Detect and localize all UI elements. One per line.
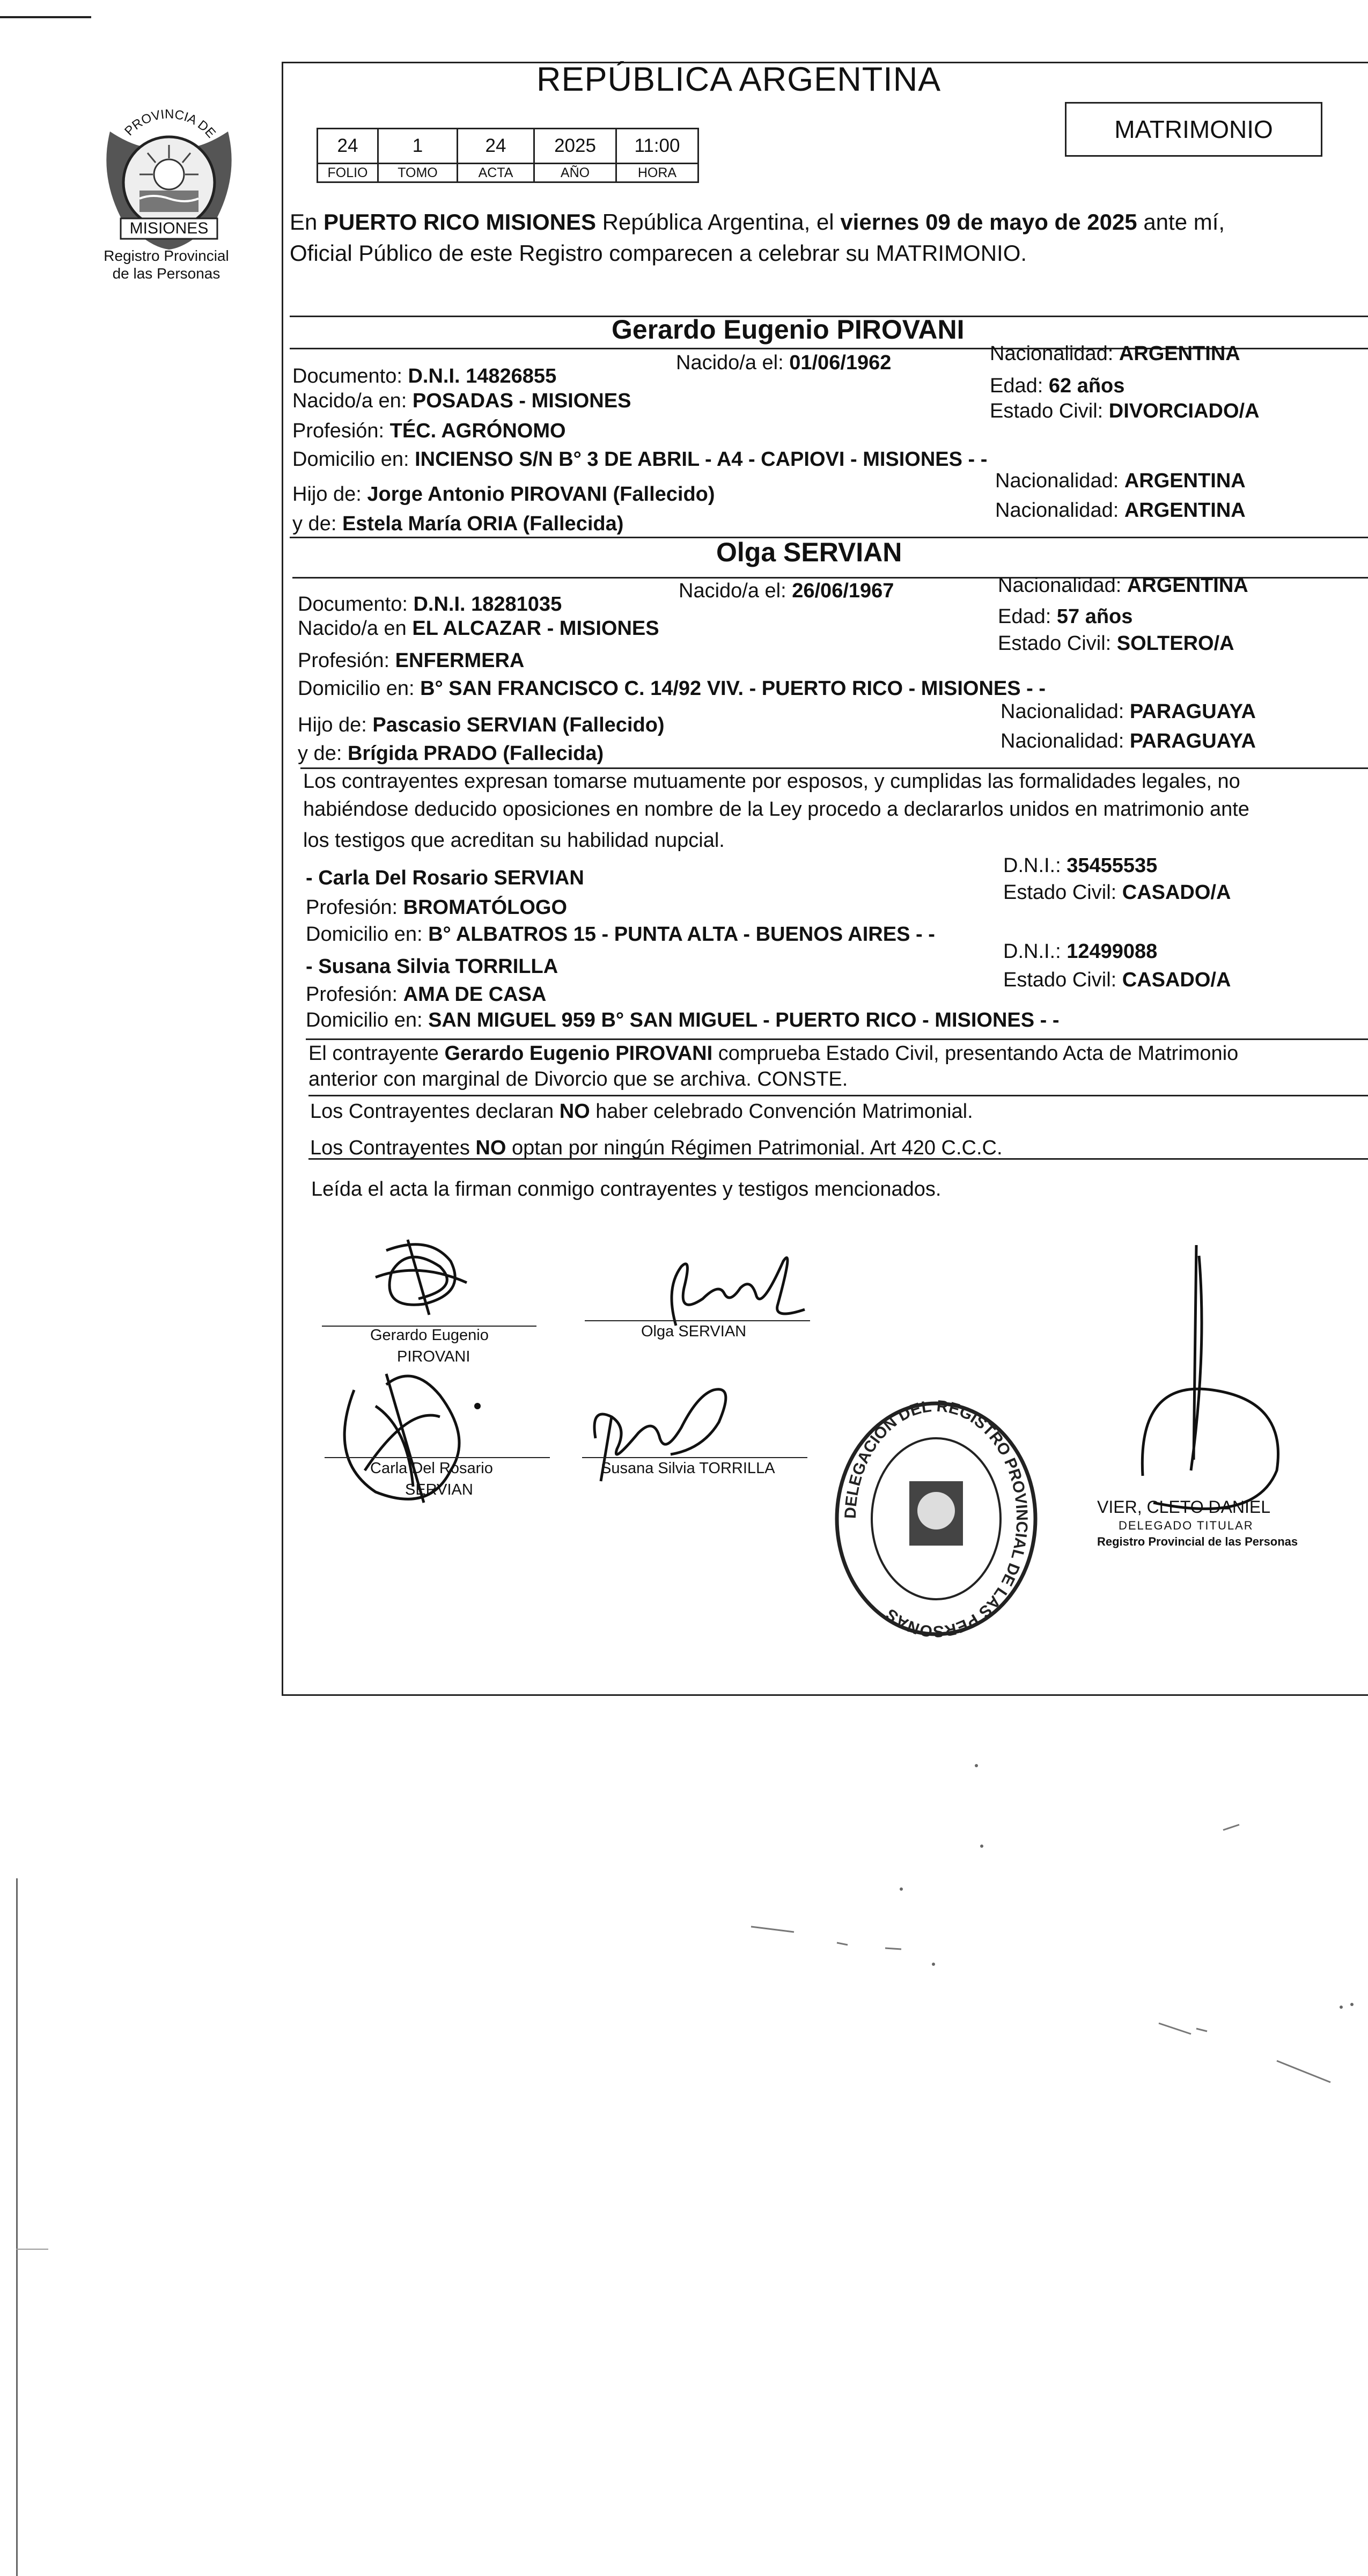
signature-olga [633, 1245, 815, 1331]
tomo-label: TOMO [378, 164, 458, 182]
spouse-2-age: Edad: 57 años [998, 605, 1133, 628]
officer-name: VIER, CLETO DANIEL [1097, 1497, 1271, 1517]
witness-2-profession: Profesión: AMA DE CASA [306, 983, 547, 1006]
spouse-2-birthdate: Nacido/a el: 26/06/1967 [679, 580, 894, 602]
signature-gerardo [343, 1229, 504, 1336]
spouse-1-nationality: Nacionalidad: ARGENTINA [990, 342, 1240, 365]
divider [308, 1095, 1368, 1096]
hour-label: HORA [616, 164, 698, 182]
signature-line [582, 1457, 807, 1458]
spouse-1-profession: Profesión: TÉC. AGRÓNOMO [292, 420, 566, 442]
witness-1-name: - Carla Del Rosario SERVIAN [306, 867, 584, 889]
witness-2-address: Domicilio en: SAN MIGUEL 959 B° SAN MIGUEL - PUERTO RICO - MISIONES - - [306, 1009, 1060, 1031]
spouse-2-mother: y de: Brígida PRADO (Fallecida) [298, 742, 604, 765]
signature-4-name: Susana Silvia TORRILLA [601, 1460, 775, 1477]
seal-text: DELEGACION DEL REGISTRO PROVINCIAL DE LAS PERSONAS [841, 1397, 1031, 1641]
officer-title: DELEGADO TITULAR [1119, 1519, 1254, 1532]
declaration-line-1: Los contrayentes expresan tomarse mutuamente por esposos, y cumplidas las formalidades legales, no [303, 770, 1240, 793]
patrimonial-regime-statement: Los Contrayentes NO optan por ningún Régimen Patrimonial. Art 420 C.C.C. [310, 1137, 1003, 1159]
spouse-1-address: Domicilio en: INCIENSO S/N B° 3 DE ABRIL - A4 - CAPIOVI - MISIONES - - [292, 448, 988, 471]
spouse-2-nationality: Nacionalidad: ARGENTINA [998, 574, 1248, 597]
acta-numbers-table [317, 128, 699, 183]
year-value: 2025 [534, 129, 616, 164]
witness-2-name: - Susana Silvia TORRILLA [306, 955, 558, 978]
witness-1-address: Domicilio en: B° ALBATROS 15 - PUNTA ALTA - BUENOS AIRES - - [306, 923, 935, 946]
spouse-1-civil-status: Estado Civil: DIVORCIADO/A [990, 400, 1260, 422]
signature-line [325, 1457, 550, 1458]
page-title: REPÚBLICA ARGENTINA [536, 61, 942, 98]
divider [308, 1158, 1368, 1160]
spouse-1-age: Edad: 62 años [990, 375, 1125, 397]
spouse-2-father-nationality: Nacionalidad: PARAGUAYA [1001, 700, 1256, 723]
crest-bottom-text: MISIONES [129, 219, 209, 237]
spouse-2-name: Olga SERVIAN [716, 537, 902, 567]
folio-value: 24 [318, 129, 378, 164]
spouse-1-birthplace: Nacido/a en: POSADAS - MISIONES [292, 390, 631, 412]
signature-1-name-line-2: PIROVANI [397, 1348, 470, 1365]
signature-3-name-line-1: Carla Del Rosario [370, 1460, 493, 1477]
spouse-1-document: Documento: D.N.I. 14826855 [292, 365, 557, 387]
provincial-crest-logo [89, 94, 249, 255]
signature-3-name-line-2: SERVIAN [405, 1481, 473, 1498]
top-rule [0, 16, 91, 18]
spouse-1-birthdate: Nacido/a el: 01/06/1962 [676, 352, 892, 374]
spouse-2-mother-nationality: Nacionalidad: PARAGUAYA [1001, 730, 1256, 752]
intro-line-1: En PUERTO RICO MISIONES República Argentina, el viernes 09 de mayo de 2025 ante mí, [290, 209, 1225, 235]
spouse-1-father-nationality: Nacionalidad: ARGENTINA [995, 470, 1246, 492]
witness-1-civil-status: Estado Civil: CASADO/A [1003, 881, 1231, 904]
closing-statement: Leída el acta la firman conmigo contrayentes y testigos mencionados. [311, 1178, 942, 1201]
civil-status-note-line-2: anterior con marginal de Divorcio que se archiva. CONSTE. [308, 1068, 848, 1091]
year-label: AÑO [534, 164, 616, 182]
act-type-box: MATRIMONIO [1065, 102, 1322, 157]
scan-specks [740, 1760, 1363, 2109]
left-margin-line [16, 1878, 18, 2576]
intro-line-2: Oficial Público de este Registro comparecen a celebrar su MATRIMONIO. [290, 240, 1027, 266]
official-seal-stamp [823, 1395, 1049, 1642]
acta-value: 24 [458, 129, 534, 164]
acta-label: ACTA [458, 164, 534, 182]
tomo-value: 1 [378, 129, 458, 164]
spouse-2-document: Documento: D.N.I. 18281035 [298, 593, 562, 616]
folio-label: FOLIO [318, 164, 378, 182]
spouse-1-mother: y de: Estela María ORIA (Fallecida) [292, 513, 624, 535]
officer-organization: Registro Provincial de las Personas [1097, 1535, 1298, 1548]
declaration-line-2: habiéndose deducido oposiciones en nombre de la Ley procedo a declararlos unidos en matrimonio ante [303, 798, 1249, 821]
declaration-line-3: los testigos que acreditan su habilidad nupcial. [303, 829, 725, 852]
crest-top-text: PROVINCIA DE [122, 107, 219, 141]
witness-2-dni: D.N.I.: 12499088 [1003, 940, 1158, 963]
spouse-1-father: Hijo de: Jorge Antonio PIROVANI (Fallecido) [292, 483, 715, 506]
spouse-2-civil-status: Estado Civil: SOLTERO/A [998, 632, 1234, 655]
hour-value: 11:00 [616, 129, 698, 164]
spouse-2-father: Hijo de: Pascasio SERVIAN (Fallecido) [298, 714, 665, 736]
civil-status-note-line-1: El contrayente Gerardo Eugenio PIROVANI comprueba Estado Civil, presentando Acta de Matrimonio [308, 1042, 1239, 1065]
divider [300, 767, 1368, 769]
spouse-1-mother-nationality: Nacionalidad: ARGENTINA [995, 499, 1246, 522]
bottom-mark [16, 2249, 48, 2250]
witness-1-dni: D.N.I.: 35455535 [1003, 854, 1158, 877]
signature-1-name-line-1: Gerardo Eugenio [370, 1327, 489, 1344]
witness-2-civil-status: Estado Civil: CASADO/A [1003, 969, 1231, 991]
spouse-2-profession: Profesión: ENFERMERA [298, 649, 525, 672]
witness-1-profession: Profesión: BROMATÓLOGO [306, 896, 568, 919]
spouse-1-name: Gerardo Eugenio PIROVANI [612, 314, 965, 345]
signature-line [585, 1320, 810, 1321]
spouse-2-birthplace: Nacido/a en EL ALCAZAR - MISIONES [298, 617, 659, 640]
registry-caption: Registro Provincial de las Personas [104, 247, 229, 282]
convention-statement: Los Contrayentes declaran NO haber celebrado Convención Matrimonial. [310, 1100, 973, 1123]
divider [306, 1038, 1368, 1040]
spouse-2-address: Domicilio en: B° SAN FRANCISCO C. 14/92 VIV. - PUERTO RICO - MISIONES - - [298, 677, 1046, 700]
signature-2-name: Olga SERVIAN [641, 1323, 747, 1340]
